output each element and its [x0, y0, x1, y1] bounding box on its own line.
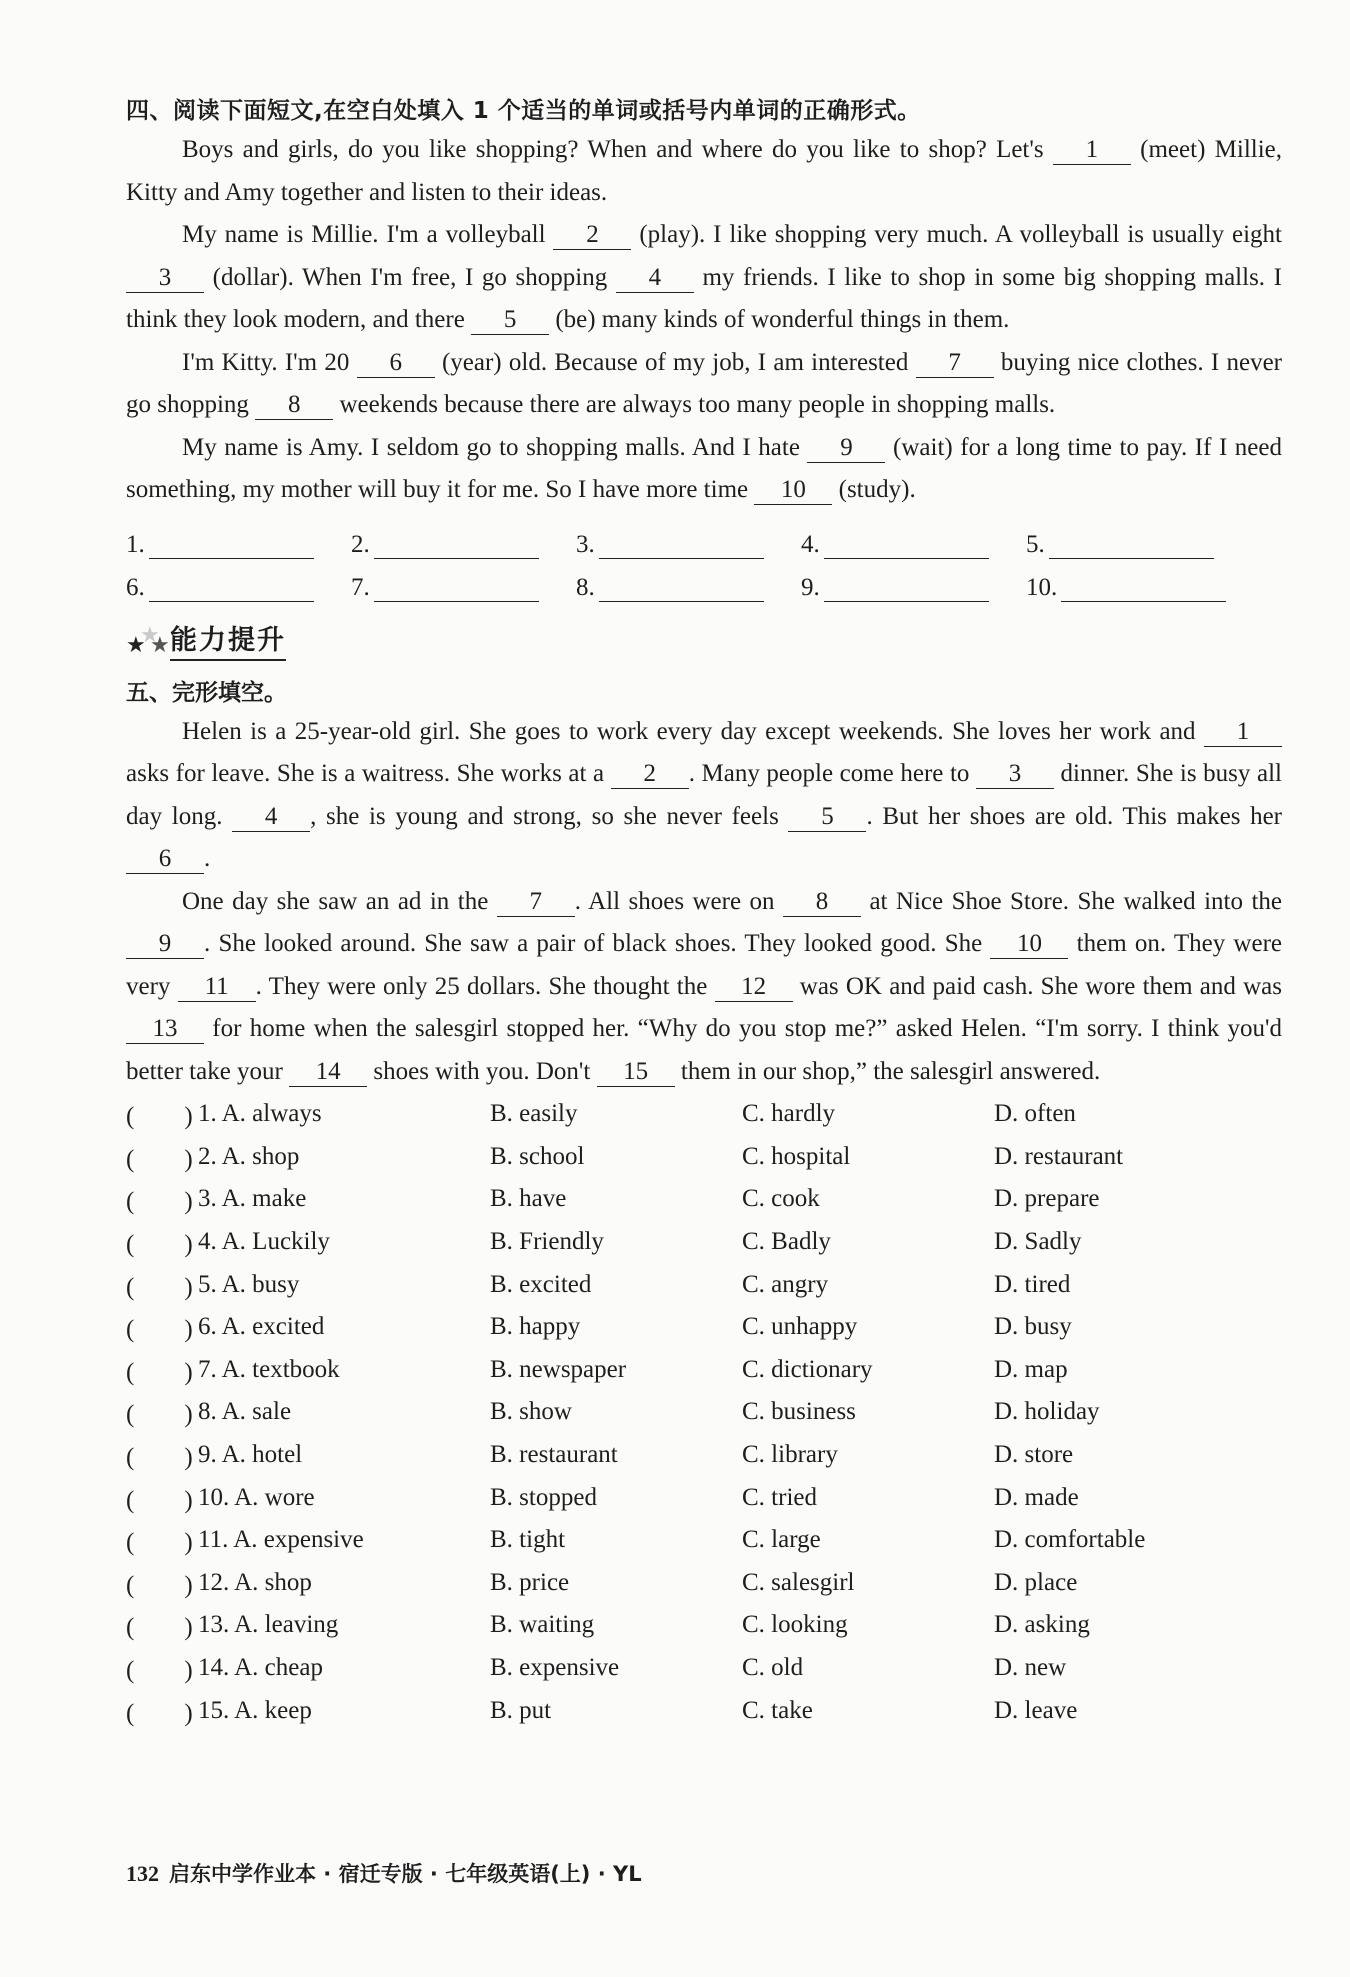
- passage-text: . All shoes were on: [574, 887, 783, 915]
- fill-in-blank[interactable]: 9: [126, 930, 204, 959]
- choice-row: [126, 1434, 1282, 1477]
- passage-text: . But her shoes are old. This makes her: [866, 802, 1282, 830]
- answer-line[interactable]: [149, 577, 314, 602]
- option-a[interactable]: 14. A. cheap: [198, 1654, 323, 1682]
- option-d[interactable]: D. leave: [994, 1696, 1078, 1724]
- option-c[interactable]: C. large: [742, 1526, 821, 1554]
- option-c[interactable]: C. cook: [742, 1185, 820, 1213]
- option-a[interactable]: 10. A. wore: [198, 1483, 315, 1511]
- passage-text: . They were only 25 dollars. She thought the: [255, 972, 715, 1000]
- passage-text: at Nice Shoe Store. She walked into the: [860, 887, 1282, 915]
- option-a[interactable]: 12. A. shop: [198, 1568, 312, 1596]
- option-a[interactable]: 3. A. make: [198, 1185, 307, 1213]
- option-d[interactable]: D. often: [994, 1100, 1076, 1128]
- answer-bracket[interactable]: ( ): [126, 1486, 193, 1514]
- answer-line[interactable]: [824, 534, 989, 559]
- choice-row: [126, 1178, 1282, 1221]
- fill-in-blank[interactable]: 3: [976, 760, 1054, 789]
- passage-text: my friends. I like to shop in some big shopping malls. I think they look modern, and there: [126, 263, 1282, 333]
- option-a[interactable]: 13. A. leaving: [198, 1611, 339, 1639]
- passage-text: , she is young and strong, so she never feels: [310, 802, 789, 830]
- fill-in-blank[interactable]: 1: [1204, 718, 1282, 747]
- answer-number: 4.: [801, 530, 820, 558]
- passage-text: One day she saw an ad in the: [182, 887, 497, 915]
- passage-text: Helen is a 25-year-old girl. She goes to work every day except weekends. She loves her work and: [182, 717, 1204, 745]
- option-c[interactable]: C. salesgirl: [742, 1568, 855, 1596]
- option-c[interactable]: C. unhappy: [742, 1313, 858, 1341]
- choice-row: [126, 1349, 1282, 1392]
- answer-line[interactable]: [824, 577, 989, 602]
- answer-line[interactable]: [149, 534, 314, 559]
- passage-text: (meet) Millie, Kitty and Amy together and listen to their ideas.: [126, 136, 1283, 206]
- stars-icon: ★ ★ ★: [126, 621, 170, 657]
- answer-bracket[interactable]: ( ): [126, 1316, 193, 1344]
- passage-text: them in our shop,” the salesgirl answered.: [674, 1057, 1101, 1085]
- fill-in-blank[interactable]: 7: [497, 888, 575, 917]
- choice-row: [126, 1519, 1282, 1562]
- choices-list: [126, 1093, 1282, 1732]
- option-d[interactable]: D. store: [994, 1441, 1074, 1469]
- answer-line[interactable]: [374, 534, 539, 559]
- option-d[interactable]: D. prepare: [994, 1185, 1100, 1213]
- option-d[interactable]: D. place: [994, 1568, 1078, 1596]
- fill-in-blank[interactable]: 13: [126, 1015, 204, 1044]
- fill-in-blank[interactable]: 14: [289, 1058, 367, 1087]
- answer-line[interactable]: [1061, 577, 1226, 602]
- fill-in-blank[interactable]: 11: [178, 973, 256, 1002]
- answer-bracket[interactable]: ( ): [126, 1529, 193, 1557]
- answer-bracket[interactable]: ( ): [126, 1571, 193, 1599]
- choice-row: [126, 1391, 1282, 1434]
- answer-slot[interactable]: [1026, 574, 1251, 602]
- option-d[interactable]: D. map: [994, 1355, 1068, 1383]
- answer-slot[interactable]: [1026, 531, 1251, 559]
- ability-improvement-badge: [126, 616, 1282, 664]
- option-a[interactable]: 15. A. keep: [198, 1696, 312, 1724]
- option-b[interactable]: B. Friendly: [490, 1228, 604, 1256]
- passage-text: buying nice clothes. I never go shopping: [126, 348, 1282, 418]
- option-a[interactable]: 6. A. excited: [198, 1313, 325, 1341]
- section-5-paragraph-1: [126, 711, 1282, 881]
- fill-in-blank[interactable]: 5: [471, 306, 549, 335]
- choice-row: [126, 1476, 1282, 1519]
- answer-slot[interactable]: [126, 574, 351, 602]
- passage-text: (be) many kinds of wonderful things in them.: [549, 306, 1010, 333]
- passage-text: . Many people come here to: [688, 760, 976, 787]
- passage-text: dinner. She is busy all day long.: [126, 760, 1282, 830]
- fill-in-blank[interactable]: 8: [783, 888, 861, 917]
- answer-bracket[interactable]: ( ): [126, 1699, 193, 1727]
- option-c[interactable]: C. dictionary: [742, 1355, 873, 1383]
- option-c[interactable]: C. old: [742, 1654, 804, 1682]
- fill-in-blank[interactable]: 2: [553, 221, 631, 250]
- passage-text: weekends because there are always too many people in shopping malls.: [333, 391, 1056, 418]
- answer-bracket[interactable]: ( ): [126, 1444, 193, 1472]
- passage-text: (study).: [832, 476, 916, 503]
- answer-bracket[interactable]: ( ): [126, 1401, 193, 1429]
- fill-in-blank[interactable]: 10: [754, 476, 832, 505]
- badge-title: 能力提升: [170, 618, 286, 661]
- option-c[interactable]: C. hardly: [742, 1100, 836, 1128]
- fill-in-blank[interactable]: 6: [357, 349, 435, 378]
- option-b[interactable]: B. expensive: [490, 1654, 620, 1682]
- choice-row: [126, 1604, 1282, 1647]
- passage-text: . She looked around. She saw a pair of black shoes. They looked good. She: [204, 930, 991, 957]
- option-a[interactable]: 8. A. sale: [198, 1398, 292, 1426]
- fill-in-blank[interactable]: 7: [916, 349, 994, 378]
- choice-row: [126, 1689, 1282, 1732]
- fill-in-blank[interactable]: 15: [597, 1058, 675, 1087]
- passage-text: I'm Kitty. I'm 20: [182, 348, 357, 376]
- answer-number: 7.: [351, 573, 370, 601]
- option-d[interactable]: D. asking: [994, 1611, 1090, 1639]
- answer-slot[interactable]: [801, 531, 1026, 559]
- option-b[interactable]: B. put: [490, 1696, 552, 1724]
- answer-lines: [126, 516, 1282, 602]
- answer-number: 10.: [1026, 573, 1058, 601]
- section-4-paragraph-1: [126, 129, 1282, 214]
- option-c[interactable]: C. tried: [742, 1483, 817, 1511]
- option-d[interactable]: D. comfortable: [994, 1526, 1146, 1554]
- passage-text: .: [204, 845, 211, 872]
- option-a[interactable]: 5. A. busy: [198, 1270, 300, 1298]
- answer-bracket[interactable]: ( ): [126, 1657, 193, 1685]
- answer-line[interactable]: [599, 534, 764, 559]
- answer-number: 9.: [801, 573, 820, 601]
- passage-text: (dollar). When I'm free, I go shopping: [204, 263, 616, 291]
- answer-bracket[interactable]: ( ): [126, 1103, 193, 1131]
- option-c[interactable]: C. looking: [742, 1611, 848, 1639]
- fill-in-blank[interactable]: 8: [255, 391, 333, 420]
- passage-text: Boys and girls, do you like shopping? When and where do you like to shop? Let's: [182, 136, 1053, 163]
- answer-bracket[interactable]: ( ): [126, 1358, 193, 1386]
- choice-row: [126, 1221, 1282, 1264]
- option-b[interactable]: B. easily: [490, 1100, 578, 1128]
- option-b[interactable]: B. excited: [490, 1270, 592, 1298]
- answer-number: 5.: [1026, 530, 1045, 558]
- choice-row: [126, 1306, 1282, 1349]
- page-number: 132: [126, 1861, 159, 1886]
- answer-line[interactable]: [374, 577, 539, 602]
- answer-line[interactable]: [1049, 534, 1214, 559]
- section-4-paragraph-4: [126, 427, 1282, 512]
- answer-bracket[interactable]: ( ): [126, 1145, 193, 1173]
- option-b[interactable]: B. restaurant: [490, 1441, 618, 1469]
- option-a[interactable]: 9. A. hotel: [198, 1441, 303, 1469]
- option-a[interactable]: 2. A. shop: [198, 1142, 300, 1170]
- option-a[interactable]: 7. A. textbook: [198, 1355, 340, 1383]
- option-b[interactable]: B. school: [490, 1142, 585, 1170]
- fill-in-blank[interactable]: 6: [126, 845, 204, 874]
- option-b[interactable]: B. have: [490, 1185, 567, 1213]
- passage-text: (play). I like shopping very much. A volleyball is usually eight: [631, 221, 1282, 248]
- fill-in-blank[interactable]: 10: [990, 930, 1068, 959]
- answer-number: 6.: [126, 573, 145, 601]
- section-4-paragraph-3: [126, 342, 1282, 427]
- option-d[interactable]: D. Sadly: [994, 1228, 1082, 1256]
- answer-slot[interactable]: [351, 531, 576, 559]
- answer-number: 8.: [576, 573, 595, 601]
- option-c[interactable]: C. hospital: [742, 1142, 851, 1170]
- option-c[interactable]: C. angry: [742, 1270, 829, 1298]
- option-b[interactable]: B. price: [490, 1568, 570, 1596]
- option-b[interactable]: B. waiting: [490, 1611, 595, 1639]
- choice-row: [126, 1136, 1282, 1179]
- option-c[interactable]: C. business: [742, 1398, 856, 1426]
- option-d[interactable]: D. new: [994, 1654, 1067, 1682]
- answer-number: 1.: [126, 530, 145, 558]
- passage-text: them on. They were very: [126, 930, 1283, 1000]
- section-5-paragraph-2: [126, 881, 1282, 1094]
- option-d[interactable]: D. busy: [994, 1313, 1072, 1341]
- option-a[interactable]: 11. A. expensive: [198, 1526, 364, 1554]
- option-b[interactable]: B. tight: [490, 1526, 566, 1554]
- answer-slot[interactable]: [351, 574, 576, 602]
- answer-bracket[interactable]: ( ): [126, 1231, 193, 1259]
- answer-number: 3.: [576, 530, 595, 558]
- option-a[interactable]: 1. A. always: [198, 1100, 322, 1128]
- option-b[interactable]: B. newspaper: [490, 1355, 627, 1383]
- option-c[interactable]: C. take: [742, 1696, 813, 1724]
- option-b[interactable]: B. happy: [490, 1313, 581, 1341]
- passage-text: asks for leave. She is a waitress. She works at a: [126, 760, 611, 787]
- passage-text: for home when the salesgirl stopped her. “Why do you stop me?” asked Helen. “I'm sorry. I think you'd better take your: [126, 1015, 1282, 1085]
- answer-slot[interactable]: [126, 531, 351, 559]
- passage-text: (wait) for a long time to pay. If I need something, my mother will buy it for me. So I have more time: [126, 433, 1282, 503]
- answer-number: 2.: [351, 530, 370, 558]
- passage-text: was OK and paid cash. She wore them and was: [792, 972, 1283, 1000]
- book-title: 启东中学作业本 · 宿迁专版 · 七年级英语(上) · YL: [169, 1862, 642, 1886]
- option-a[interactable]: 4. A. Luckily: [198, 1228, 330, 1256]
- fill-in-blank[interactable]: 3: [126, 264, 204, 293]
- section-4-title: 四、阅读下面短文,在空白处填入 1 个适当的单词或括号内单词的正确形式。: [126, 98, 921, 124]
- answer-bracket[interactable]: ( ): [126, 1614, 193, 1642]
- answer-slot[interactable]: [576, 531, 801, 559]
- answer-row: [126, 559, 1282, 602]
- choice-row: [126, 1647, 1282, 1690]
- answer-row: [126, 516, 1282, 559]
- option-d[interactable]: D. restaurant: [994, 1142, 1124, 1170]
- fill-in-blank[interactable]: 12: [715, 973, 793, 1002]
- answer-slot[interactable]: [801, 574, 1026, 602]
- section-5-title: 五、完形填空。: [126, 679, 287, 706]
- fill-in-blank[interactable]: 4: [616, 264, 694, 293]
- option-c[interactable]: C. Badly: [742, 1228, 831, 1256]
- page-footer: [126, 1858, 642, 1888]
- section-4-paragraph-2: [126, 214, 1282, 342]
- answer-bracket[interactable]: ( ): [126, 1188, 193, 1216]
- choice-row: [126, 1093, 1282, 1136]
- answer-bracket[interactable]: ( ): [126, 1273, 193, 1301]
- passage-text: (year) old. Because of my job, I am interested: [434, 348, 916, 376]
- option-d[interactable]: D. tired: [994, 1270, 1071, 1298]
- option-b[interactable]: B. stopped: [490, 1483, 597, 1511]
- choice-row: [126, 1263, 1282, 1306]
- passage-text: My name is Millie. I'm a volleyball: [182, 221, 554, 248]
- fill-in-blank[interactable]: 4: [232, 803, 310, 832]
- passage-text: My name is Amy. I seldom go to shopping malls. And I hate: [182, 433, 808, 461]
- fill-in-blank[interactable]: 2: [611, 760, 689, 789]
- choice-row: [126, 1562, 1282, 1605]
- option-c[interactable]: C. library: [742, 1441, 838, 1469]
- option-b[interactable]: B. show: [490, 1398, 572, 1426]
- fill-in-blank[interactable]: 1: [1053, 136, 1131, 165]
- option-d[interactable]: D. made: [994, 1483, 1079, 1511]
- fill-in-blank[interactable]: 5: [788, 803, 866, 832]
- option-d[interactable]: D. holiday: [994, 1398, 1100, 1426]
- fill-in-blank[interactable]: 9: [807, 434, 885, 463]
- passage-text: shoes with you. Don't: [367, 1057, 597, 1085]
- answer-slot[interactable]: [576, 574, 801, 602]
- answer-line[interactable]: [599, 577, 764, 602]
